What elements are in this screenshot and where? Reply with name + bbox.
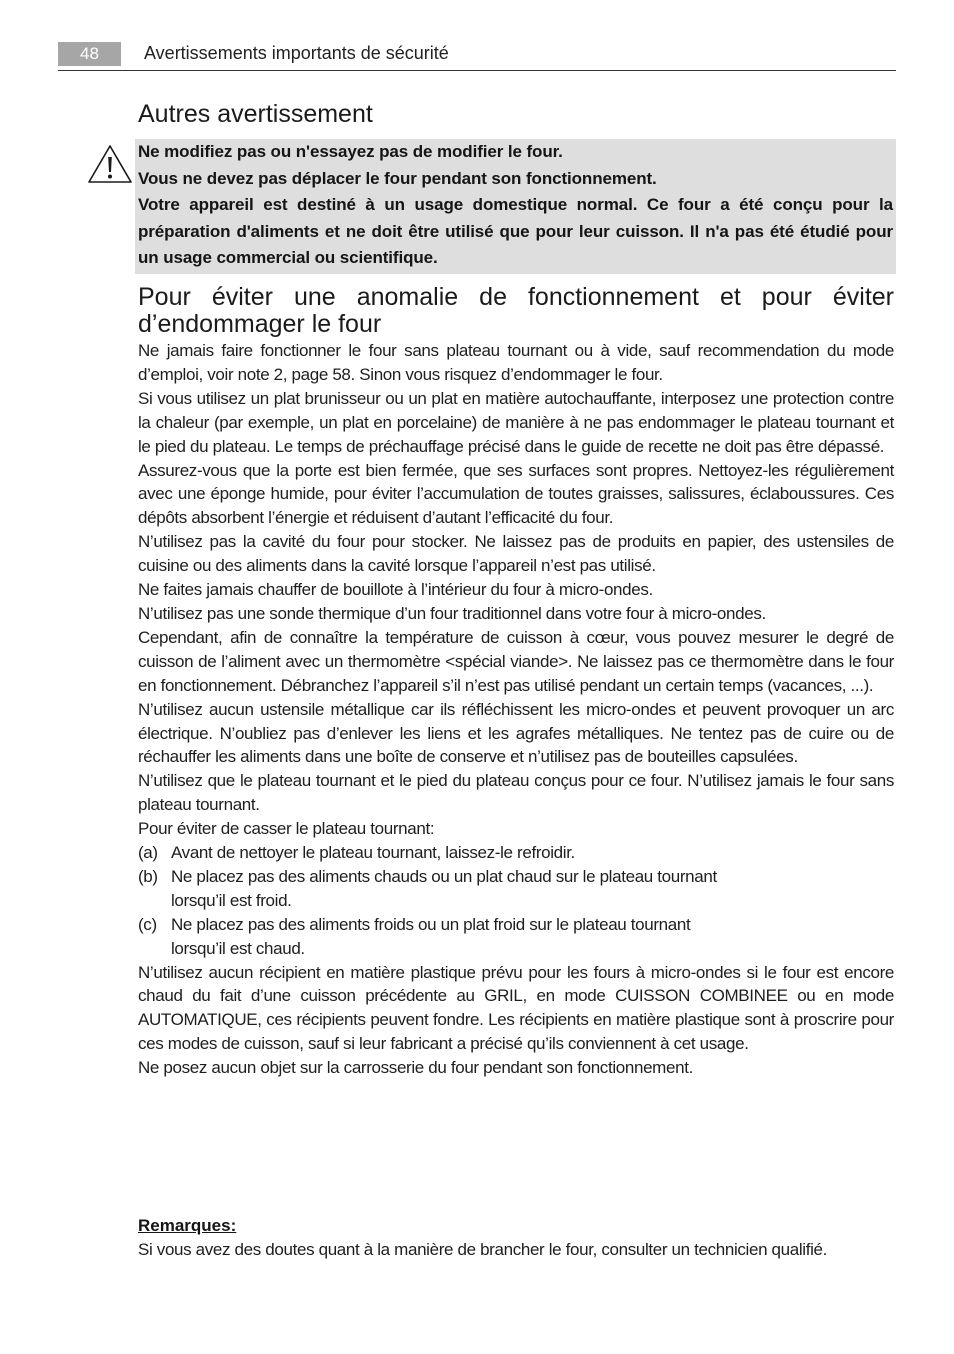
- paragraph: N’utilisez pas une sonde thermique d’un four traditionnel dans votre four à micro-ondes.: [138, 603, 766, 623]
- warning-box: [135, 139, 896, 274]
- warning-line: Votre appareil est destiné à un usage domestique normal. Ce four a été conçu pour la préparation d'aliments et ne doit être utilisé que pour leur cuisson. Il n'a pas été étudié pour un usage commercial ou scientifique.: [138, 195, 893, 268]
- warning-line: Ne modifiez pas ou n'essayez pas de modifier le four.: [138, 142, 563, 161]
- list-text-line: lorsqu’il est chaud.: [171, 938, 305, 958]
- list-text: Avant de nettoyer le plateau tournant, laissez-le refroidir.: [171, 843, 575, 863]
- list-item: [138, 841, 894, 865]
- paragraph: N’utilisez aucun ustensile métallique car ils réfléchissent les micro-ondes et peuvent provoquer un arc électrique. N’oubliez pas d’enlever les liens et les agrafes métalliques. Ne tentez pas de cuire ou de réchauffer les aliments dans une boîte de conserve et n’utilisez pas de bouteilles capsulées.: [138, 699, 894, 767]
- list-item: [138, 913, 894, 961]
- list-label: (a): [138, 843, 158, 863]
- list-text-line: lorsqu’il est froid.: [171, 890, 292, 910]
- page-number: 48: [58, 42, 121, 66]
- paragraph: Ne posez aucun objet sur la carrosserie du four pendant son fonctionnement.: [138, 1058, 693, 1078]
- warning-line: Vous ne devez pas déplacer le four pendant son fonctionnement.: [138, 168, 657, 188]
- section-title-other-warnings: Autres avertissement: [138, 100, 373, 128]
- paragraph: N’utilisez aucun récipient en matière plastique prévu pour les fours à micro-ondes si le four est encore chaud du fait d’une cuisson précédente au GRIL, en mode CUISSON COMBINEE ou en mode AUTOMATIQUE, ces récipients peuvent fondre. Les récipients en matière plastique sont à proscrire pour ces modes de cuisson, sauf si leur fabricant a précisé qu’ils conviennent à cet usage.: [138, 962, 894, 1054]
- paragraph: N’utilisez pas la cavité du four pour stocker. Ne laissez pas de produits en papier, des ustensiles de cuisine ou des aliments dans la cavité lorsque l’appareil n’est pas utilisé.: [138, 532, 894, 576]
- list-text-line: Ne placez pas des aliments froids ou un plat froid sur le plateau tournant: [171, 914, 691, 934]
- warning-triangle-icon: [86, 143, 134, 185]
- paragraph: Si vous utilisez un plat brunisseur ou un plat en matière autochauffante, interposez une protection contre la chaleur (par exemple, un plat en porcelaine) de manière à ne pas endommager le plateau tournant et le pied du plateau. Le temps de préchauffage précisé dans le guide de recette ne doit pas être dépassé.: [138, 388, 894, 456]
- list-item: [138, 865, 894, 913]
- list-label: (b): [138, 866, 158, 886]
- paragraph: N’utilisez que le plateau tournant et le pied du plateau conçus pour ce four. N’utilisez jamais le four sans plateau tournant.: [138, 771, 894, 815]
- paragraph: Assurez-vous que la porte est bien fermée, que ses surfaces sont propres. Nettoyez-les régulièrement avec une éponge humide, pour éviter l’accumulation de toutes graisses, salissures, éclaboussures. Ces dépôts absorbent l’énergie et réduisent d’autant l’efficacité du four.: [138, 460, 894, 528]
- paragraph: Ne jamais faire fonctionner le four sans plateau tournant ou à vide, sauf recommendation du mode d’emploi, voir note 2, page 58. Sinon vous risquez d’endommager le four.: [138, 341, 894, 384]
- list-label: (c): [138, 914, 157, 934]
- remarks-text: Si vous avez des doutes quant à la manière de brancher le four, consulter un technicien qualifié.: [138, 1240, 827, 1259]
- paragraph: Cependant, afin de connaître la température de cuisson à cœur, vous pouvez mesurer le degré de cuisson de l’aliment avec un thermomètre <spécial viande>. Ne laissez pas ce thermomètre dans le four en fonctionnement. Débranchez l’appareil s’il n’est pas utilisé pendant un certain temps (vacances, ...).: [138, 627, 894, 695]
- page-header: [58, 40, 896, 71]
- section-title-avoid-damage: Pour éviter une anomalie de fonctionnement et pour éviter d’endommager le four: [138, 283, 894, 338]
- section-body: [138, 339, 894, 1080]
- remarks-heading: Remarques:: [138, 1216, 237, 1235]
- list-text: [171, 865, 894, 913]
- list-text-line: Ne placez pas des aliments chauds ou un plat chaud sur le plateau tournant: [171, 866, 717, 886]
- list-text: [171, 913, 894, 961]
- paragraph: Ne faites jamais chauffer de bouillote à l’intérieur du four à micro-ondes.: [138, 580, 653, 600]
- paragraph: Pour éviter de casser le plateau tournant:: [138, 819, 435, 839]
- running-title: Avertissements importants de sécurité: [144, 43, 449, 63]
